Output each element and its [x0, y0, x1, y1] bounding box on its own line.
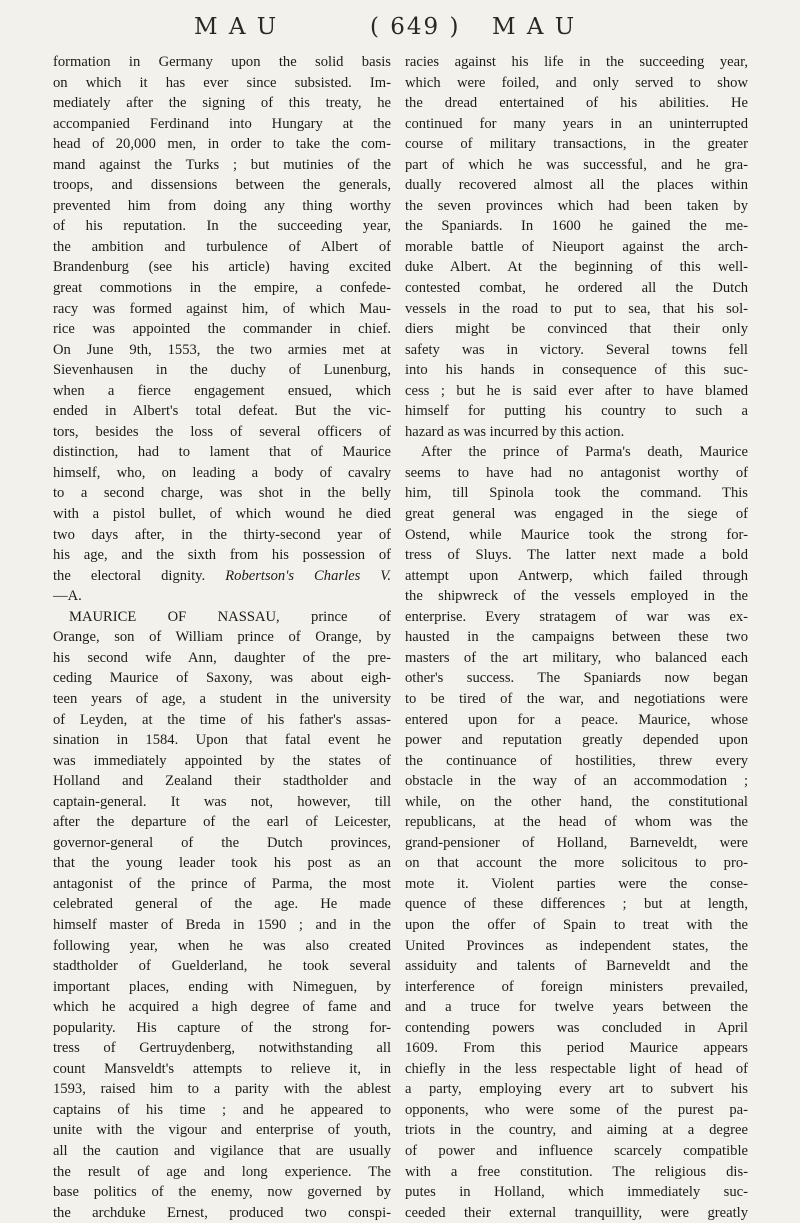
- text-line: MAURICE OF NASSAU, prince of: [69, 608, 391, 625]
- text-line: mote it. Violent parties were the conse-: [405, 875, 748, 892]
- text-line: with a free constitution. The religious dis-: [405, 1163, 748, 1180]
- text-line: his second wife Ann, daughter of the pre-: [53, 649, 391, 666]
- text-line: of his reputation. In the succeeding year,: [53, 218, 391, 235]
- text-line: Sievenhausen in the duchy of Lunenburg,: [53, 362, 391, 379]
- text-line: attempt upon Antwerp, which failed through: [405, 567, 748, 584]
- text-line: After the prince of Parma's death, Maurice: [421, 444, 748, 461]
- text-line: antagonist of the prince of Parma, the most: [53, 875, 391, 892]
- text-line: safety was in victory. Several towns fell: [405, 341, 748, 358]
- text-line: popularity. His capture of the strong for-: [53, 1019, 391, 1036]
- text-line: formation in Germany upon the solid basis: [53, 54, 391, 70]
- text-line: triots in the country, and aiming at a degree: [405, 1122, 748, 1139]
- text-line: assiduity and talents of Barneveldt and the: [405, 958, 748, 975]
- text-line: unite with the vigour and enterprise of youth,: [53, 1122, 391, 1139]
- running-header: [0, 14, 800, 50]
- text-line: the shipwreck of the vessels employed in the: [405, 588, 748, 605]
- text-line: ceeded their external tranquillity, were greatly: [405, 1204, 748, 1221]
- text-line: Brandenburg (see his article) having excited: [53, 259, 391, 276]
- text-line: contested combat, he ordered all the Dutch: [405, 280, 748, 297]
- text-line: accompanied Ferdinand into Hungary at the: [53, 115, 391, 132]
- text-line: a party, employing every art to subvert his: [405, 1081, 748, 1098]
- text-line: diers might be convinced that their only: [405, 321, 748, 338]
- text-line: great general was engaged in the siege of: [405, 506, 748, 523]
- text-line: the seven provinces which had been taken by: [405, 197, 748, 214]
- text-line: upon the offer of Spain to treat with the: [405, 916, 748, 933]
- text-line: part of which he was successful, and he gra-: [405, 156, 748, 173]
- citation: Robertson's Charles V.: [225, 567, 391, 584]
- text-line: entered upon for a peace. Maurice, whose: [405, 711, 748, 728]
- header-left: M A U: [194, 14, 279, 40]
- text-line: all the caution and vigilance that are usually: [53, 1142, 391, 1159]
- text-line: chiefly in the less respectable light of head of: [405, 1060, 748, 1077]
- text-line: seems to have had no antagonist worthy of: [405, 464, 748, 481]
- text-line: power and reputation greatly depended upon: [405, 732, 748, 749]
- text-line: putes in Holland, which immediately suc-: [405, 1184, 748, 1201]
- text-line: base politics of the enemy, now governed by: [53, 1184, 391, 1201]
- text-line: governor-general of the Dutch provinces,: [53, 834, 391, 851]
- text-line: the result of age and long experience. The: [53, 1163, 391, 1180]
- text-line: himself, who, on leading a body of cavalry: [53, 464, 391, 481]
- text-line: Holland and Zealand their stadtholder and: [53, 773, 391, 790]
- text-line: that the young leader took his post as an: [53, 855, 391, 872]
- text-line: the ambition and turbulence of Albert of: [53, 238, 391, 255]
- text-line: while, on the other hand, the constitutional: [405, 793, 748, 810]
- text-line: distinction, had to lament that of Maurice: [53, 444, 391, 461]
- text-line: his age, and the sixth from his possession of: [53, 547, 391, 564]
- page-number: ( 649 ): [370, 14, 461, 40]
- text-line: the continuance of hostilities, threw every: [405, 752, 748, 769]
- text-line: On June 9th, 1553, the two armies met at: [53, 341, 391, 358]
- text-line: of power and influence scarcely compatible: [405, 1142, 748, 1159]
- text-line: two days after, in the thirty-second year of: [53, 526, 391, 543]
- text-line: continued for many years in an uninterrupted: [405, 115, 748, 132]
- text-line: was immediately appointed by the states of: [53, 752, 391, 769]
- text-line: mand against the Turks ; but mutinies of the: [53, 156, 391, 173]
- text-line: tors, besides the loss of several officers of: [53, 423, 391, 440]
- text-line: racy was formed against him, of which Mau-: [53, 300, 391, 317]
- text-line: United Provinces as independent states, the: [405, 937, 748, 954]
- text-line: stadtholder of Guelderland, he took several: [53, 958, 391, 975]
- text-line: republicans, at the head of whom was the: [405, 814, 748, 831]
- text-line: to be tired of the war, and negotiations were: [405, 690, 748, 707]
- text-line: dually recovered almost all the places within: [405, 177, 748, 194]
- text-line: interference of foreign ministers prevailed,: [405, 978, 748, 995]
- text-line: vessels in the road to put to sea, that his sol-: [405, 300, 748, 317]
- text-line: contending powers was concluded in April: [405, 1019, 748, 1036]
- text-line: other's success. The Spaniards now began: [405, 670, 748, 687]
- text-line: on that account the more solicitous to pro-: [405, 855, 748, 872]
- text-line: quence of these differences ; but at length,: [405, 896, 748, 913]
- text-line: grand-pensioner of Holland, Barneveldt, were: [405, 834, 748, 851]
- text-line: on which it has ever since subsisted. Im-: [53, 74, 391, 91]
- text-line: the electoral dignity. Robertson's Charles V.: [53, 567, 391, 584]
- text-line: hazard as was incurred by this action.: [405, 423, 625, 440]
- text-line: with a pistol bullet, of which wound he died: [53, 506, 391, 523]
- text-line: which he acquired a high degree of fame and: [53, 999, 391, 1016]
- text-line: 1609. From this period Maurice appears: [405, 1040, 748, 1057]
- text-line: cess ; but he is said ever after to have blamed: [405, 382, 748, 399]
- text-line: which were foiled, and only served to show: [405, 74, 748, 91]
- text-line: captain-general. It was not, however, till: [53, 793, 391, 810]
- text-line: great commotions in the empire, a confede-: [53, 280, 391, 297]
- text-line: the dread entertained of his abilities. He: [405, 95, 748, 112]
- text-line: the Spaniards. In 1600 he gained the me-: [405, 218, 748, 235]
- text-line: Orange, son of William prince of Orange, by: [53, 629, 391, 646]
- text-line: ended in Albert's total defeat. But the vic-: [53, 403, 391, 420]
- text-line: captains of his time ; and he appeared to: [53, 1101, 391, 1118]
- text-line: course of military transactions, in the greater: [405, 136, 748, 153]
- text-line: 1593, raised him to a parity with the ablest: [53, 1081, 391, 1098]
- text-line: after the departure of the earl of Leicester,: [53, 814, 391, 831]
- left-column: [53, 52, 391, 1223]
- text-line: rice was appointed the commander in chief.: [53, 321, 391, 338]
- text-line: troops, and dissensions between the generals,: [53, 177, 391, 194]
- text-line: prevented him from doing any thing worthy: [53, 197, 391, 214]
- text-line: duke Albert. At the beginning of this well-: [405, 259, 748, 276]
- text-line: Ostend, while Maurice took the strong for-: [405, 526, 748, 543]
- text-line: important places, ending with Nimeguen, by: [53, 978, 391, 995]
- text-line: opponents, who were some of the purest pa-: [405, 1101, 748, 1118]
- text-line: sination in 1584. Upon that fatal event he: [53, 732, 391, 749]
- text-line: of Leyden, at the time of his father's assas-: [53, 711, 391, 728]
- text-line: himself master of Breda in 1590 ; and in the: [53, 916, 391, 933]
- text-line: into his hands in consequence of this suc-: [405, 362, 748, 379]
- text-line: ceding Maurice of Saxony, was about eigh-: [53, 670, 391, 687]
- text-line: obstacle in the way of an accommodation ;: [405, 773, 748, 790]
- text-line: racies against his life in the succeeding year,: [405, 54, 748, 70]
- text-line: —A.: [53, 588, 82, 605]
- text-line: morable battle of Nieuport against the arch-: [405, 238, 748, 255]
- text-line: enterprise. Every stratagem of war was ex-: [405, 608, 748, 625]
- text-line: hausted in the campaigns between these two: [405, 629, 748, 646]
- text-line: himself for putting his country to such a: [405, 403, 748, 420]
- text-line: to a second charge, was shot in the belly: [53, 485, 391, 502]
- text-line: head of 20,000 men, in order to take the com-: [53, 136, 391, 153]
- text-line: masters of the art military, who balanced each: [405, 649, 748, 666]
- text-line: him, till Spinola took the command. This: [405, 485, 748, 502]
- text-line: when a fierce engagement ensued, which: [53, 382, 391, 399]
- text-line: celebrated general of the age. He made: [53, 896, 391, 913]
- text-line: teen years of age, a student in the university: [53, 690, 391, 707]
- right-column: [405, 52, 748, 1223]
- text-line: tress of Gertruydenberg, notwithstanding all: [53, 1040, 391, 1057]
- header-right: M A U: [492, 14, 577, 40]
- text-line: mediately after the signing of this treaty, he: [53, 95, 391, 112]
- text-line: the archduke Ernest, produced two conspi-: [53, 1204, 391, 1221]
- text-line: count Mansveldt's attempts to relieve it, in: [53, 1060, 391, 1077]
- text-line: tress of Sluys. The latter next made a bold: [405, 547, 748, 564]
- text-line: following year, when he was also created: [53, 937, 391, 954]
- text-line: and a truce for twelve years between the: [405, 999, 748, 1016]
